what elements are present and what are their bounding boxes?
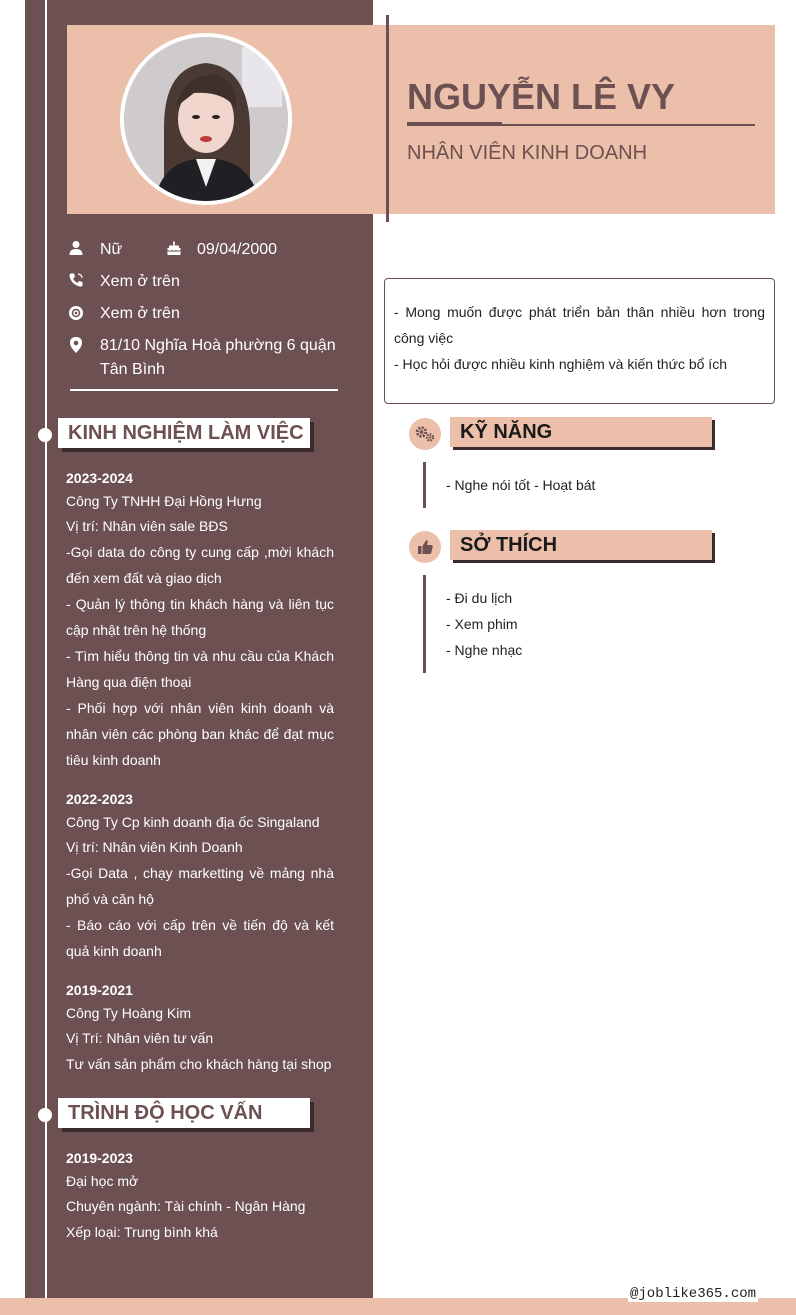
- experience-line: - Báo cáo với cấp trên về tiến độ và kết quả kinh doanh: [66, 917, 334, 959]
- email-text: Xem ở trên: [100, 305, 180, 322]
- gender-text: Nữ: [100, 241, 123, 258]
- education-major: Chuyên ngành: Tài chính - Ngân Hàng: [66, 1198, 306, 1214]
- avatar: [120, 33, 292, 205]
- location-icon: [68, 336, 84, 352]
- at-icon: [68, 305, 84, 321]
- experience-line: - Tìm hiểu thông tin và nhu cầu của Khách Hàng qua điện thoại: [66, 648, 334, 690]
- info-divider: [70, 389, 338, 391]
- address-line-1: 81/10 Nghĩa Hoà phường 6 quận: [100, 337, 336, 354]
- experience-item: [66, 788, 334, 964]
- experience-company: Công Ty Cp kinh doanh địa ốc Singaland: [66, 814, 320, 830]
- watermark: @joblike365.com: [630, 1286, 757, 1302]
- education-years: 2019-2023: [66, 1150, 133, 1166]
- experience-years: 2022-2023: [66, 791, 133, 807]
- objective-line: - Học hỏi được nhiều kinh nghiệm và kiến thức bổ ích: [394, 356, 727, 372]
- experience-line: Vị Trí: Nhân viên tư vấn: [66, 1030, 214, 1046]
- experience-years: 2023-2024: [66, 470, 133, 486]
- birthday-text: 09/04/2000: [197, 241, 278, 258]
- experience-company: Công Ty Hoàng Kim: [66, 1005, 192, 1021]
- hobbies-heading: SỞ THÍCH: [450, 530, 712, 560]
- experience-company: Công Ty TNHH Đại Hồng Hưng: [66, 493, 262, 509]
- experience-line: Vị trí: Nhân viên Kinh Doanh: [66, 839, 243, 855]
- hobby-item: - Đi du lịch: [446, 590, 513, 606]
- name-underline-accent: [407, 122, 502, 126]
- hobby-item: - Xem phim: [446, 616, 518, 632]
- phone-icon: [68, 272, 84, 288]
- candidate-name: NGUYỄN LÊ VY: [407, 76, 676, 117]
- header-divider: [386, 15, 389, 222]
- avatar-photo: [124, 37, 288, 201]
- experience-years: 2019-2021: [66, 982, 133, 998]
- education-item: [66, 1147, 334, 1245]
- skills-line: [423, 462, 426, 508]
- education-grade: Xếp loại: Trung bình khá: [66, 1224, 218, 1240]
- user-icon: [68, 240, 84, 256]
- experience-item: [66, 467, 334, 773]
- experience-line: Vị trí: Nhân viên sale BĐS: [66, 518, 228, 534]
- timeline-dot: [38, 1108, 52, 1122]
- skills-heading: KỸ NĂNG: [450, 417, 712, 447]
- experience-line: -Gọi data do công ty cung cấp ,mời khách đến xem đất và giao dịch: [66, 544, 334, 586]
- thumbs-up-icon: [409, 531, 441, 563]
- experience-line: Tư vấn sản phẩm cho khách hàng tại shop: [66, 1056, 332, 1072]
- experience-heading: KINH NGHIỆM LÀM VIỆC: [58, 418, 310, 448]
- cake-icon: [166, 240, 182, 256]
- hobby-item: - Nghe nhạc: [446, 642, 523, 658]
- experience-line: - Phối hợp với nhân viên kinh doanh và nhân viên các phòng ban khác để đạt mục tiêu kinh doanh: [66, 700, 334, 768]
- education-heading: TRÌNH ĐỘ HỌC VẤN: [58, 1098, 310, 1128]
- job-title: NHÂN VIÊN KINH DOANH: [407, 142, 648, 164]
- objective-line: - Mong muốn được phát triển bản thân nhiều hơn trong công việc: [394, 304, 765, 346]
- education-school: Đại học mở: [66, 1173, 139, 1189]
- address-line-2: Tân Bình: [100, 361, 165, 378]
- objective-box: [384, 278, 775, 404]
- timeline-dot: [38, 428, 52, 442]
- experience-line: -Gọi Data , chạy marketting về mảng nhà phố và căn hộ: [66, 865, 334, 907]
- skill-item: - Nghe nói tốt - Hoạt bát: [446, 477, 596, 493]
- phone-text: Xem ở trên: [100, 273, 180, 290]
- hobbies-line: [423, 575, 426, 673]
- gears-icon: [409, 418, 441, 450]
- experience-line: - Quản lý thông tin khách hàng và liên tục cập nhật trên hệ thống: [66, 596, 334, 638]
- experience-item: [66, 979, 334, 1077]
